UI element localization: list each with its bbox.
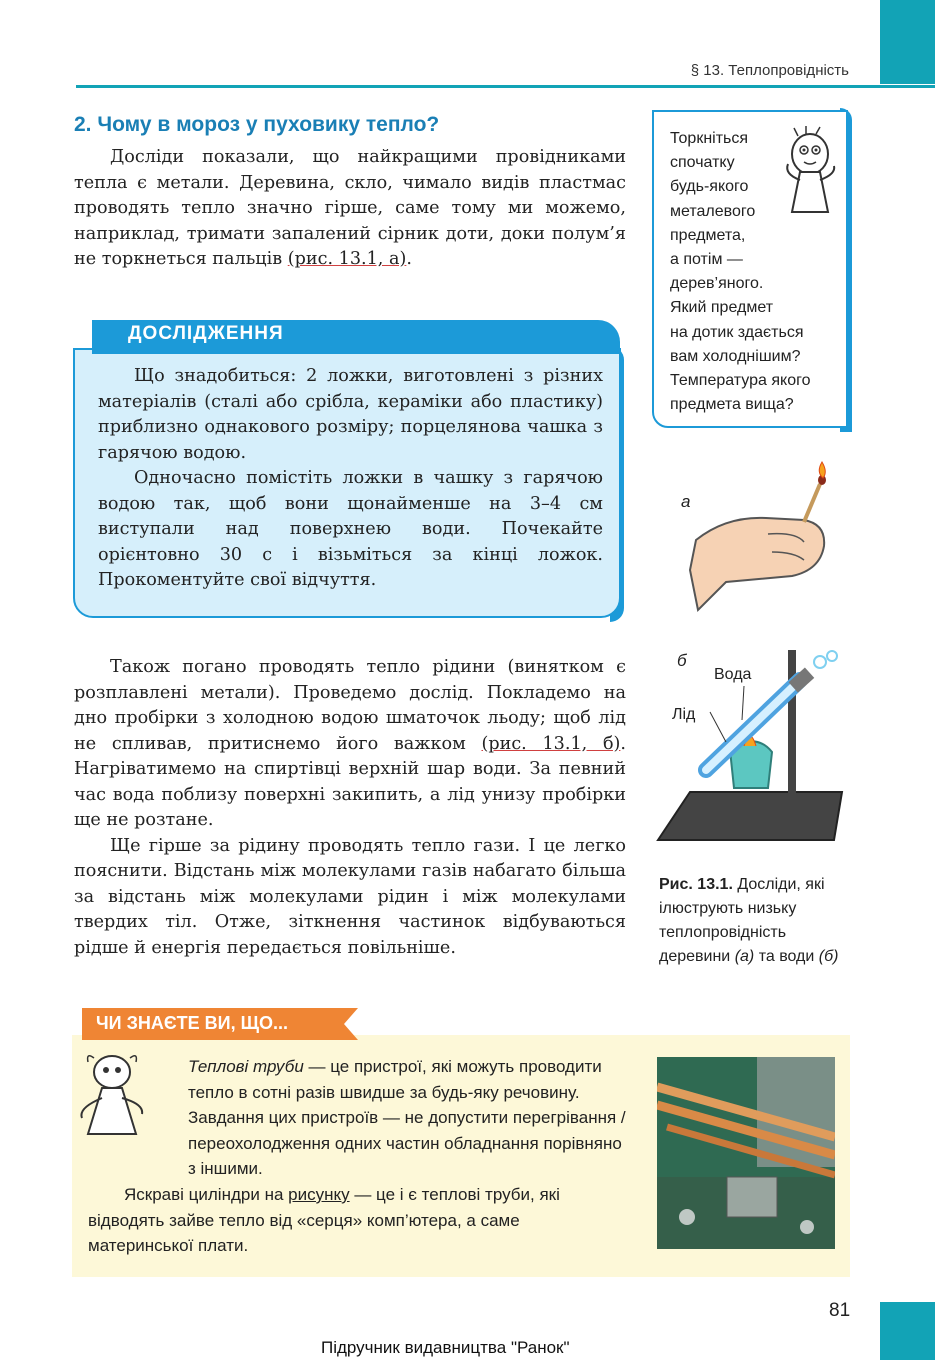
test-tube-experiment-illustration	[650, 640, 850, 850]
question-line: будь-якого	[670, 178, 749, 196]
caption-a: (а)	[734, 948, 755, 965]
section-title: 2. Чому в мороз у пуховику тепло?	[74, 113, 440, 136]
running-head: § 13. Теплопровідність	[690, 62, 849, 79]
hand-with-match-illustration	[686, 460, 836, 618]
did-you-know-text	[188, 1054, 628, 1182]
para1-end: .	[406, 249, 412, 269]
did-you-know-label: ЧИ ЗНАЄТЕ ВИ, ЩО...	[96, 1013, 288, 1033]
header-rule	[76, 85, 935, 88]
question-line: спочатку	[670, 154, 735, 172]
term: Теплові труби	[188, 1057, 304, 1076]
figure-ref-b[interactable]: (рис. 13.1, б)	[481, 733, 621, 754]
caption-number: Рис. 13.1.	[659, 876, 733, 893]
dyk-paragraph-2b: — це і є теплові труби, які відводять зайве тепло від «серця» комп’ютера, а саме материнської плати.	[88, 1185, 560, 1255]
footer-text: Підручник видавництва "Ранок"	[321, 1338, 570, 1357]
label-ice: Лід	[672, 706, 696, 723]
body-paragraph-2	[74, 655, 626, 961]
cartoon-girl-icon	[74, 1048, 154, 1140]
figure-caption	[659, 873, 849, 969]
label-water: Вода	[714, 666, 752, 683]
body-paragraph-3: Ще гірше за рідину проводять тепло гази. І це легко пояснити. Відстань між молекулами газів набагато більша за відстань між молекулами рідин і між молекулами твердих тіл. Отже, зіткнення частинок відбуваються рідше й енергія передається повільніше.	[74, 835, 626, 958]
question-line: дерев’яного.	[670, 275, 764, 293]
question-line: а потім —	[670, 251, 743, 269]
research-label: ДОСЛІДЖЕННЯ	[128, 323, 284, 344]
cartoon-character-icon	[776, 124, 846, 220]
question-line: металевого	[670, 202, 756, 220]
question-line: Який предмет	[670, 299, 774, 317]
question-line: предмета вища?	[670, 396, 794, 414]
page-corner-tab-bottom	[880, 1302, 935, 1360]
heat-pipes-photo	[657, 1057, 835, 1249]
para1-text: Досліди показали, що найкращими провідниками тепла є метали. Деревина, скло, чимало видів пластмас проводять тепло значно гірше, саме тому ми можемо, наприклад, тримати запалений сірник доти, доки полум’я не торкнеться пальців	[74, 147, 626, 269]
caption-text: Досліди, які ілюструють низьку теплопровідність деревини	[659, 876, 825, 965]
caption-mid: та води	[754, 948, 819, 965]
research-paragraph-1: Що знадобиться: 2 ложки, виготовлені з різних матеріалів (сталі або срібла, кераміки або пластику) приблизно однакового розміру; порцелянова чашка з гарячою водою.	[98, 366, 603, 463]
research-paragraph-2: Одночасно помістіть ложки в чашку з гарячою водою так, щоб вони щонайменше на 3–4 см виступали над поверхнею води. Почекайте орієнтовно 30 с і візьміться за кінці ложок. Прокоментуйте свої відчуття.	[98, 468, 603, 590]
body-paragraph-1	[74, 145, 626, 273]
question-line: вам холоднішим?	[670, 347, 801, 365]
figure-ref-a[interactable]: (рис. 13.1, а)	[287, 249, 407, 269]
question-line: предмета,	[670, 226, 746, 244]
figure-label-b: б	[677, 651, 687, 670]
page-number: 81	[829, 1300, 851, 1321]
figure-link[interactable]: рисунку	[288, 1185, 350, 1204]
caption-b: (б)	[818, 948, 839, 965]
did-you-know-text-2	[88, 1182, 628, 1259]
dyk-paragraph-2a: Яскраві циліндри на	[124, 1185, 289, 1204]
figure-label-a: а	[681, 492, 691, 511]
question-line: Торкніться	[670, 130, 749, 147]
page-corner-tab	[880, 0, 935, 84]
para2-text-b: . Нагріватимемо на спиртівці верхній шар води. За певний час вода поблизу поверхні закипить, а лід унизу пробірки ще не розтане.	[74, 733, 626, 830]
question-line: на дотик здається	[670, 323, 804, 341]
dyk-paragraph-1: — це пристрої, які можуть проводити тепло в сотні разів швидше за будь-яку речовину. Завдання цих пристроїв — не допустити перегрівання / переохолодження одних частин обладнання порівняно з іншими.	[188, 1057, 626, 1178]
research-text	[98, 364, 603, 594]
para2-text-a: Також погано проводять тепло рідини (винятком є розплавлені метали). Проведемо дослід. Покладемо на дно пробірки з холодною водою шматочок льоду; щоб лід не спливав, притиснемо його важком	[74, 657, 626, 754]
question-line: Температура якого	[670, 372, 811, 390]
